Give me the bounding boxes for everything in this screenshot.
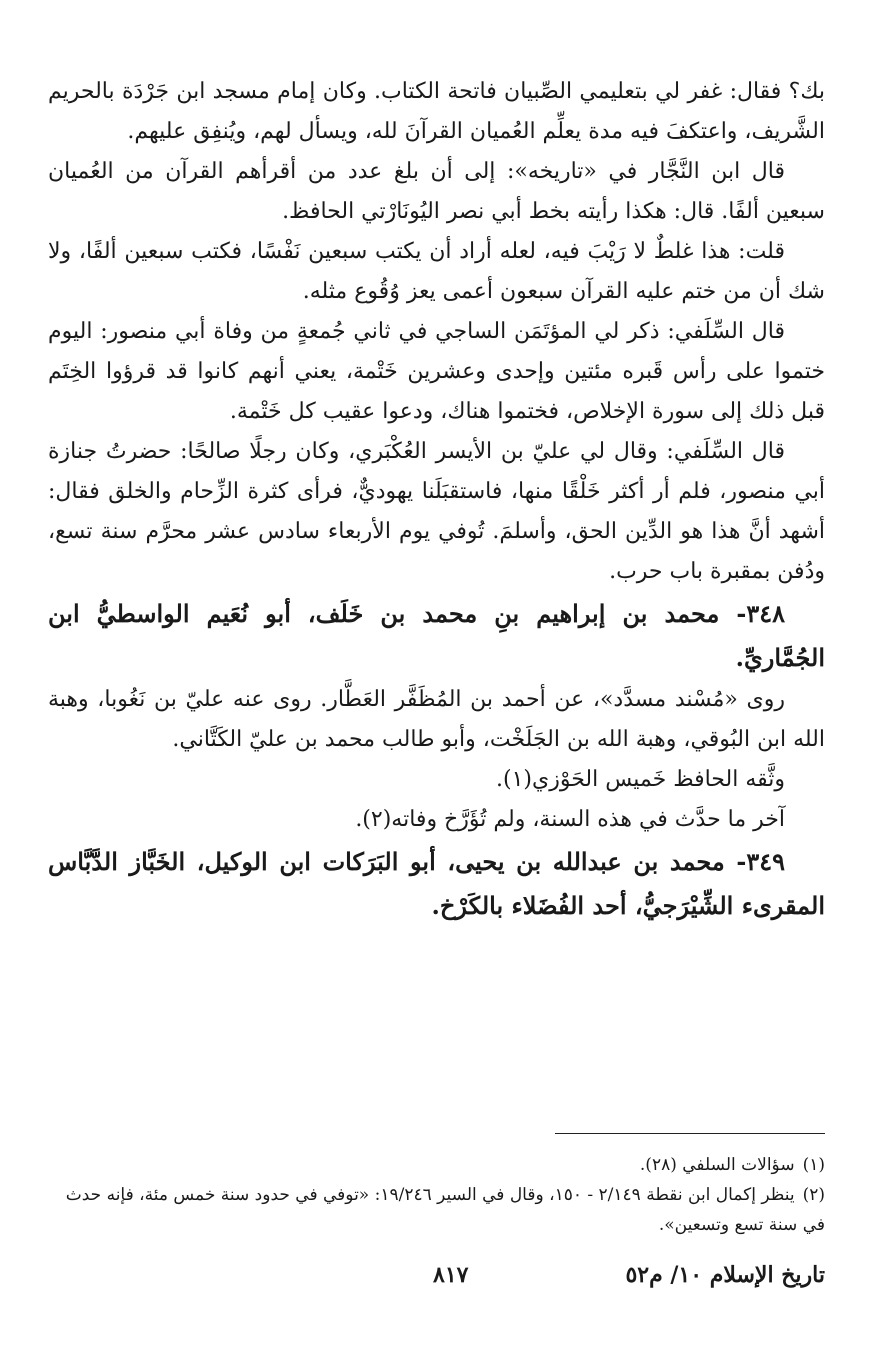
paragraph-1: بك؟ فقال: غفر لي بتعليمي الصِّبيان فاتحة الكتاب. وكان إمام مسجد ابن جَرْدَة بالحريم الشَّريف، واعتكفَ فيه مدة يعلِّم العُميان القرآنَ لله، ويسأل لهم، ويُنفِق عليهم. — [48, 79, 825, 144]
paragraph-5: قال السِّلَفي: وقال لي عليّ بن الأيسر العُكْبَري، وكان رجلًا صالحًا: حضرتُ جنازة أبي منصور، فلم أر أكثر خَلْقًا منها، فاستقبَلَنا يهوديٌّ، فرأى كثرة الزِّحام والخلق فقال: أشهد أنَّ هذا هو الدِّين الحق، وأسلمَ. تُوفي يوم الأربعاء سادس عشر محرَّم سنة تسع، ودُفن بمقبرة باب حرب. — [48, 439, 825, 584]
paragraph-7: روى «مُسْند مسدَّد»، عن أحمد بن المُظَفَّر العَطَّار. روى عنه عليّ بن نَغُوبا، وهبة الله ابن البُوقي، وهبة الله بن الجَلَخْت، وأبو طالب محمد بن عليّ الكَتَّاني. — [48, 687, 825, 752]
footnote-1 — [48, 1150, 825, 1180]
paragraph-9: آخر ما حدَّث في هذه السنة، ولم تُؤَرَّخ وفاته(٢). — [355, 807, 785, 832]
main-text — [48, 72, 825, 928]
footnote-2 — [48, 1180, 825, 1240]
entry-heading-349: ٣٤٩- محمد بن عبدالله بن يحيى، أبو البَرَكات ابن الوكيل، الخَبَّاز الدَّبَّاس المقرىء الشِّيْرَجيُّ، أحد الفُضَلاء بالكَرْخ. — [48, 847, 825, 920]
paragraph-8: وثَّقه الحافظ خَميس الحَوْزي(١). — [496, 767, 785, 792]
paragraph-2: قال ابن النَّجَّار في «تاريخه»: إلى أن بلغ عدد من أقرأهم القرآن من العُميان سبعين ألفًا. قال: هكذا رأيته بخط أبي نصر اليُونَارْتي الحافظ. — [48, 159, 825, 224]
footnotes — [48, 1150, 825, 1240]
footnote-number: (١) — [802, 1155, 825, 1175]
entry-heading-348: ٣٤٨- محمد بن إبراهيم بنِ محمد بن خَلَف، أبو نُعَيم الواسطيُّ ابن الجُمَّاريِّ. — [48, 599, 825, 672]
footnote-number: (٢) — [802, 1185, 825, 1205]
paragraph-3: قلت: هذا غلطٌ لا رَيْبَ فيه، لعله أراد أن يكتب سبعين نَفْسًا، فكتب سبعين ألفًا، ولا شك أن من ختم عليه القرآن سبعون أعمى يعز وُقُوع مثله. — [48, 239, 825, 304]
footnote-text: ينظر إكمال ابن نقطة ٢/١٤٩ - ١٥٠، وقال في السير ١٩/٢٤٦: «توفي في حدود سنة خمس مئة، فإنه حدث في سنة تسع وتسعين». — [65, 1185, 825, 1235]
paragraph-4: قال السِّلَفي: ذكر لي المؤتَمَن الساجي في ثاني جُمعةٍ من وفاة أبي منصور: اليوم ختموا على رأس قَبره مئتين وإحدى وعشرين خَتْمة، يعني أنهم كانوا قد قرؤوا الخِتَم قبل ذلك إلى سورة الإخلاص، فختموا هناك، ودعوا عقيب كل خَتْمة. — [48, 319, 825, 424]
footnote-divider — [555, 1133, 825, 1134]
footnote-text: سؤالات السلفي (٢٨). — [639, 1155, 795, 1175]
page-footer — [48, 1262, 825, 1302]
page-number: ٨١٧ — [433, 1262, 469, 1288]
running-title: تاريخ الإسلام ١٠/ م٥٢ — [625, 1262, 825, 1288]
